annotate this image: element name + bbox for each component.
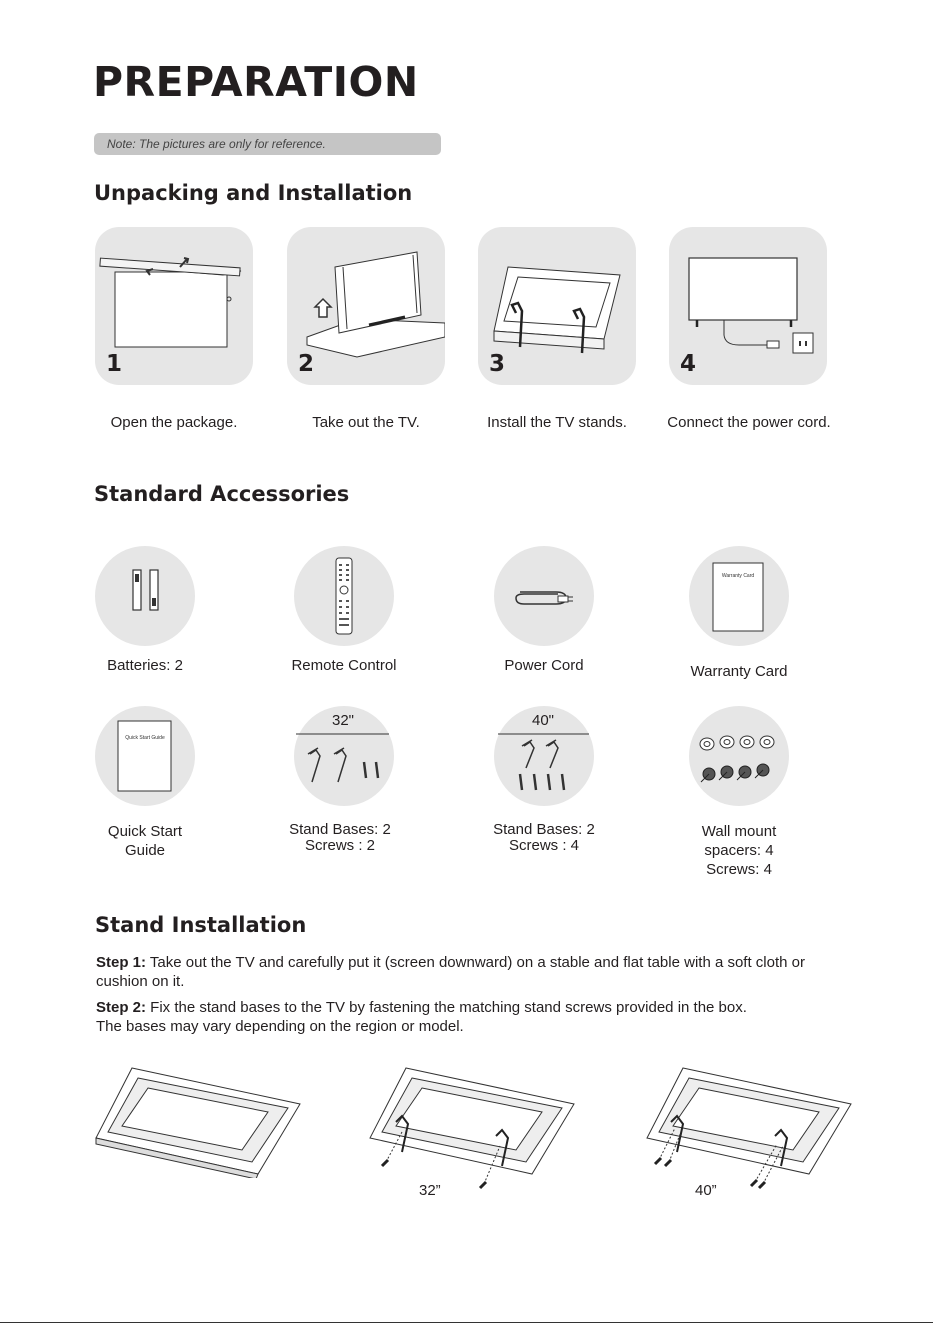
warranty-card-illustration bbox=[689, 546, 789, 646]
step-1-caption: Open the package. bbox=[110, 414, 238, 431]
step-2-label: Step 2: bbox=[96, 999, 147, 1016]
step-4-illustration bbox=[669, 227, 827, 385]
label-line: spacers: 4 bbox=[704, 842, 774, 859]
tv-stand-32-illustration bbox=[366, 1062, 578, 1192]
step-4-caption: Connect the power cord. bbox=[667, 414, 831, 431]
step-2-instruction bbox=[96, 998, 836, 1036]
step-1-text: Take out the TV and carefully put it (screen downward) on a stable and flat table with a soft cloth or cushion on it. bbox=[96, 954, 805, 990]
step-1-label: Step 1: bbox=[96, 954, 147, 971]
label-line: Stand Bases: 2 bbox=[493, 821, 595, 838]
figure-40-size-label: 40” bbox=[695, 1182, 717, 1199]
label-line: Guide bbox=[124, 842, 166, 859]
accessory-label-batteries: Batteries: 2 bbox=[107, 657, 183, 674]
accessory-label-warranty: Warranty Card bbox=[690, 663, 788, 680]
reference-note bbox=[94, 133, 441, 155]
accessory-label-power-cord: Power Cord bbox=[504, 657, 584, 674]
section-title-unpacking: Unpacking and Installation bbox=[94, 181, 413, 205]
stand-32-size-label: 32" bbox=[332, 712, 355, 729]
step-number: 4 bbox=[680, 351, 697, 377]
section-title-accessories: Standard Accessories bbox=[94, 482, 350, 506]
remote-control-illustration bbox=[294, 546, 394, 646]
quick-start-guide-illustration bbox=[95, 706, 195, 806]
accessory-label-wall-mount bbox=[669, 822, 809, 879]
label-line: Screws : 2 bbox=[304, 837, 376, 854]
step-1-illustration bbox=[95, 227, 253, 385]
label-line: Stand Bases: 2 bbox=[289, 821, 391, 838]
document-icon bbox=[95, 706, 195, 806]
step-number: 1 bbox=[106, 351, 123, 377]
accessory-label-quick-start bbox=[75, 822, 215, 860]
page-title: PREPARATION bbox=[93, 58, 419, 106]
step-number: 3 bbox=[489, 351, 506, 377]
remote-control-icon bbox=[294, 546, 394, 646]
accessory-label-stand-32 bbox=[270, 822, 410, 854]
label-line: Screws: 4 bbox=[706, 861, 772, 878]
label-line: Screws : 4 bbox=[508, 837, 580, 854]
batteries-illustration bbox=[95, 546, 195, 646]
bottom-divider bbox=[0, 1322, 933, 1323]
section-title-stand-installation: Stand Installation bbox=[95, 913, 307, 937]
step-2-caption: Take out the TV. bbox=[312, 414, 420, 431]
label-line: Wall mount bbox=[701, 823, 777, 840]
accessory-label-stand-40 bbox=[474, 822, 614, 854]
step-2-text: Fix the stand bases to the TV by fastening the matching stand screws provided in the box. bbox=[146, 999, 747, 1016]
tv-stand-40-illustration bbox=[643, 1062, 855, 1192]
tv-face-down-illustration bbox=[92, 1062, 304, 1178]
label-line: Quick Start bbox=[107, 823, 183, 840]
step-2-text-continued: The bases may vary depending on the region or model. bbox=[96, 1018, 464, 1035]
battery-icon bbox=[95, 546, 195, 646]
warranty-card-text: Warranty Card bbox=[721, 573, 755, 579]
wall-mount-illustration bbox=[689, 706, 789, 806]
accessory-label-remote: Remote Control bbox=[291, 657, 397, 674]
step-number: 2 bbox=[298, 351, 315, 377]
power-cord-illustration bbox=[494, 546, 594, 646]
step-1-instruction bbox=[96, 953, 836, 991]
step-3-caption: Install the TV stands. bbox=[487, 414, 627, 431]
reference-note-text: Note: The pictures are only for reference. bbox=[107, 137, 326, 151]
document-icon bbox=[689, 546, 789, 646]
step-2-illustration bbox=[287, 227, 445, 385]
quick-start-card-text: Quick Start Guide bbox=[125, 735, 165, 741]
wall-mount-spacers-icon bbox=[689, 706, 789, 806]
stand-40-size-label: 40" bbox=[532, 712, 555, 729]
figure-32-size-label: 32” bbox=[419, 1182, 441, 1199]
step-3-illustration bbox=[478, 227, 636, 385]
power-cord-icon bbox=[494, 546, 594, 646]
